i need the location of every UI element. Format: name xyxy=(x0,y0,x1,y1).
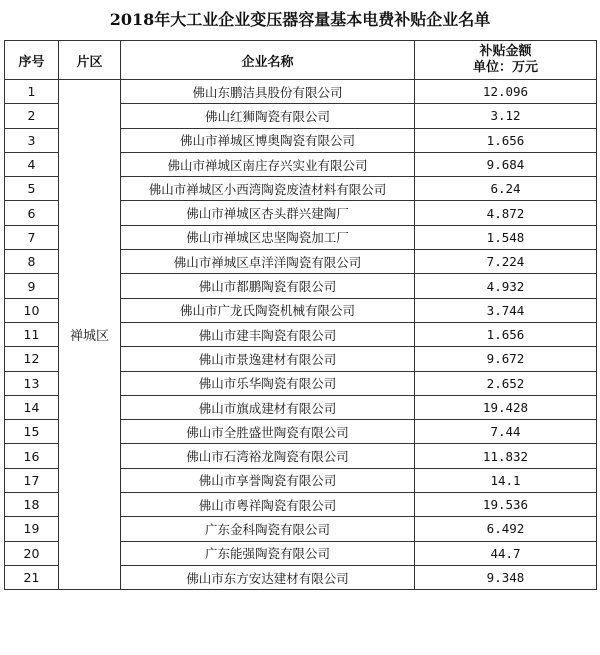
row-index: 17 xyxy=(5,468,59,492)
table-row xyxy=(5,80,597,104)
company-name: 佛山市禅城区卓洋洋陶瓷有限公司 xyxy=(121,250,415,274)
subsidy-amount: 6.24 xyxy=(415,177,597,201)
company-name: 佛山市广龙氏陶瓷机械有限公司 xyxy=(121,298,415,322)
subsidy-amount: 6.492 xyxy=(415,517,597,541)
row-index: 2 xyxy=(5,104,59,128)
header-index: 序号 xyxy=(5,41,59,80)
row-index: 1 xyxy=(5,80,59,104)
company-name: 佛山市旗成建材有限公司 xyxy=(121,395,415,419)
subsidy-amount: 14.1 xyxy=(415,468,597,492)
company-name: 广东能强陶瓷有限公司 xyxy=(121,541,415,565)
subsidy-amount: 9.672 xyxy=(415,347,597,371)
header-company: 企业名称 xyxy=(121,41,415,80)
row-index: 16 xyxy=(5,444,59,468)
subsidy-amount: 3.12 xyxy=(415,104,597,128)
row-index: 12 xyxy=(5,347,59,371)
company-name: 佛山红狮陶瓷有限公司 xyxy=(121,104,415,128)
company-name: 佛山市全胜盛世陶瓷有限公司 xyxy=(121,420,415,444)
company-name: 佛山市石湾裕龙陶瓷有限公司 xyxy=(121,444,415,468)
row-index: 8 xyxy=(5,250,59,274)
header-district: 片区 xyxy=(59,41,121,80)
company-name: 佛山市享誉陶瓷有限公司 xyxy=(121,468,415,492)
subsidy-amount: 1.656 xyxy=(415,322,597,346)
subsidy-amount: 12.096 xyxy=(415,80,597,104)
row-index: 10 xyxy=(5,298,59,322)
company-name: 佛山市禅城区杏头群兴建陶厂 xyxy=(121,201,415,225)
subsidy-amount: 9.348 xyxy=(415,565,597,589)
subsidy-amount: 44.7 xyxy=(415,541,597,565)
subsidy-amount: 7.44 xyxy=(415,420,597,444)
subsidy-amount: 4.932 xyxy=(415,274,597,298)
company-name: 广东金科陶瓷有限公司 xyxy=(121,517,415,541)
row-index: 3 xyxy=(5,128,59,152)
subsidy-table xyxy=(4,40,597,590)
company-name: 佛山市建丰陶瓷有限公司 xyxy=(121,322,415,346)
subsidy-amount: 7.224 xyxy=(415,250,597,274)
row-index: 13 xyxy=(5,371,59,395)
company-name: 佛山东鹏洁具股份有限公司 xyxy=(121,80,415,104)
company-name: 佛山市东方安达建材有限公司 xyxy=(121,565,415,589)
subsidy-amount: 3.744 xyxy=(415,298,597,322)
company-name: 佛山市粤祥陶瓷有限公司 xyxy=(121,493,415,517)
company-name: 佛山市乐华陶瓷有限公司 xyxy=(121,371,415,395)
company-name: 佛山市禅城区南庄存兴实业有限公司 xyxy=(121,152,415,176)
row-index: 7 xyxy=(5,225,59,249)
subsidy-amount: 1.656 xyxy=(415,128,597,152)
header-amount-unit: 单位：万元 xyxy=(472,60,538,75)
company-name: 佛山市景逸建材有限公司 xyxy=(121,347,415,371)
subsidy-amount: 19.536 xyxy=(415,493,597,517)
row-index: 4 xyxy=(5,152,59,176)
subsidy-amount: 4.872 xyxy=(415,201,597,225)
subsidy-amount: 11.832 xyxy=(415,444,597,468)
subsidy-amount: 9.684 xyxy=(415,152,597,176)
header-amount-label: 补贴金额 xyxy=(479,44,532,59)
row-index: 6 xyxy=(5,201,59,225)
row-index: 5 xyxy=(5,177,59,201)
row-index: 20 xyxy=(5,541,59,565)
company-name: 佛山市禅城区博奥陶瓷有限公司 xyxy=(121,128,415,152)
company-name: 佛山市都鹏陶瓷有限公司 xyxy=(121,274,415,298)
subsidy-amount: 2.652 xyxy=(415,371,597,395)
subsidy-amount: 1.548 xyxy=(415,225,597,249)
company-name: 佛山市禅城区小西湾陶瓷废渣材料有限公司 xyxy=(121,177,415,201)
subsidy-amount: 19.428 xyxy=(415,395,597,419)
row-index: 19 xyxy=(5,517,59,541)
row-index: 9 xyxy=(5,274,59,298)
row-index: 15 xyxy=(5,420,59,444)
company-name: 佛山市禅城区忠坚陶瓷加工厂 xyxy=(121,225,415,249)
district-cell: 禅城区 xyxy=(59,80,121,590)
table-header-row xyxy=(5,41,597,80)
row-index: 21 xyxy=(5,565,59,589)
row-index: 11 xyxy=(5,322,59,346)
row-index: 14 xyxy=(5,395,59,419)
header-amount xyxy=(415,41,597,80)
page-title: 2018年大工业企业变压器容量基本电费补贴企业名单 xyxy=(109,10,491,29)
row-index: 18 xyxy=(5,493,59,517)
